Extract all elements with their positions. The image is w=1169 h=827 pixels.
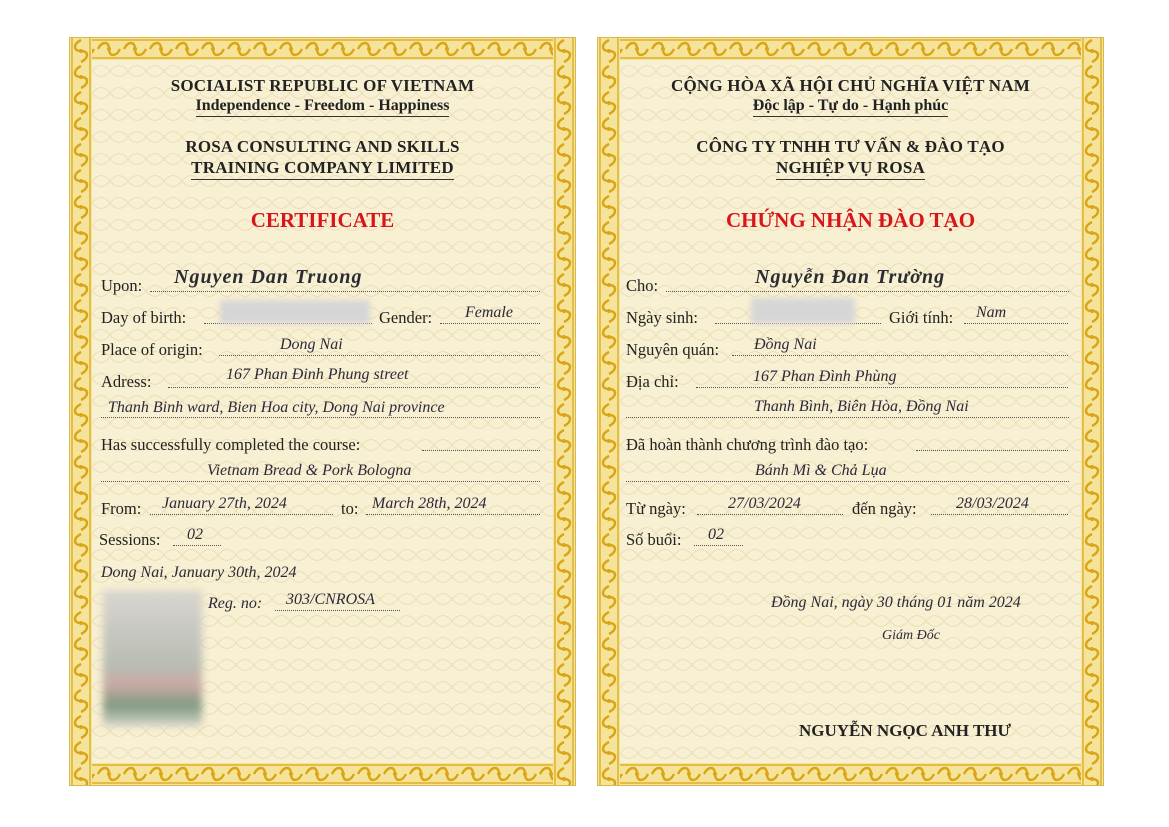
- gender-dots: [440, 322, 540, 324]
- certificate-english: [69, 37, 576, 786]
- origin-label: Place of origin:: [101, 340, 203, 359]
- director-name: NGUYỄN NGỌC ANH THƯ: [799, 721, 1012, 740]
- frame-border-top: [70, 38, 575, 60]
- dob-redacted: [220, 300, 370, 324]
- place-date: Đồng Nai, ngày 30 tháng 01 năm 2024: [771, 594, 1021, 611]
- company-name-line2-wrap: [620, 158, 1081, 180]
- completed-dots: [916, 449, 1068, 451]
- frame-border-right: [553, 38, 575, 785]
- to-date: March 28th, 2024: [372, 495, 487, 512]
- frame-border-top: [598, 38, 1103, 60]
- frame-border-bottom: [70, 763, 575, 785]
- frame-border-bottom: [598, 763, 1103, 785]
- course-value: Bánh Mì & Chả Lụa: [755, 462, 887, 479]
- origin-value: Đồng Nai: [754, 336, 817, 353]
- dob-redacted: [751, 298, 855, 324]
- origin-dots: [219, 354, 540, 356]
- recipient-name: Nguyễn Đan Trường: [755, 266, 946, 288]
- from-date: 27/03/2024: [728, 495, 801, 512]
- upon-dots: [666, 290, 1069, 292]
- motto: Độc lập - Tự do - Hạnh phúc: [753, 97, 949, 117]
- dob-label: Day of birth:: [101, 308, 187, 327]
- address-line-2: Thanh Bình, Biên Hòa, Đồng Nai: [754, 398, 969, 415]
- from-date: January 27th, 2024: [162, 495, 287, 512]
- sessions-dots: [173, 544, 221, 546]
- address-label: Địa chỉ:: [626, 372, 679, 391]
- company-name-line1: ROSA CONSULTING AND SKILLS: [185, 137, 460, 156]
- to-label: to:: [341, 499, 359, 518]
- country-heading: CỘNG HÒA XÃ HỘI CHỦ NGHĨA VIỆT NAM: [671, 76, 1030, 95]
- upon-dots: [150, 290, 540, 292]
- address-dots-2: [626, 416, 1069, 418]
- course-dots: [101, 480, 540, 482]
- frame-border-left: [598, 38, 620, 785]
- gender-value: Female: [465, 304, 513, 321]
- portrait-photo: [103, 590, 202, 726]
- certificate-title: CERTIFICATE: [250, 208, 395, 232]
- company-name-line2: NGHIỆP VỤ ROSA: [776, 158, 925, 180]
- certificate-title: CHỨNG NHẬN ĐÀO TẠO: [725, 208, 976, 232]
- dob-label: Ngày sinh:: [626, 308, 698, 327]
- from-label: From:: [101, 499, 142, 518]
- to-date: 28/03/2024: [956, 495, 1029, 512]
- sessions-label: Số buổi:: [626, 530, 682, 549]
- address-label: Adress:: [101, 372, 152, 391]
- certificate-vietnamese: [597, 37, 1104, 786]
- sessions-value: 02: [187, 526, 203, 543]
- completed-dots: [422, 449, 540, 451]
- sessions-label: Sessions:: [99, 530, 161, 549]
- upon-label: Upon:: [101, 276, 143, 295]
- gender-label: Gender:: [379, 308, 433, 327]
- address-dots-1: [168, 386, 540, 388]
- country-heading: SOCIALIST REPUBLIC OF VIETNAM: [170, 76, 475, 95]
- company-name-line1: CÔNG TY TNHH TƯ VẤN & ĐÀO TẠO: [696, 137, 1005, 156]
- origin-value: Dong Nai: [280, 336, 343, 353]
- gender-dots: [964, 322, 1068, 324]
- reg-dots: [275, 609, 400, 611]
- address-line-2: Thanh Binh ward, Bien Hoa city, Dong Nai province: [108, 399, 445, 416]
- reg-number: 303/CNROSA: [286, 591, 375, 608]
- course-value: Vietnam Bread & Pork Bologna: [207, 462, 412, 479]
- reg-label: Reg. no:: [208, 595, 263, 612]
- motto: Independence - Freedom - Happiness: [196, 97, 450, 117]
- origin-label: Nguyên quán:: [626, 340, 720, 359]
- from-label: Từ ngày:: [626, 499, 686, 518]
- sessions-dots: [694, 544, 743, 546]
- motto-wrap: [620, 97, 1081, 117]
- to-label: đến ngày:: [852, 499, 917, 518]
- director-title: Giám Đốc: [882, 628, 940, 643]
- upon-label: Cho:: [626, 276, 659, 295]
- address-line-1: 167 Phan Đinh Phung street: [226, 366, 409, 383]
- address-dots-1: [696, 386, 1068, 388]
- company-name-line2-wrap: [92, 158, 553, 180]
- gender-value: Nam: [976, 304, 1007, 321]
- recipient-name: Nguyen Dan Truong: [174, 266, 363, 288]
- course-dots: [626, 480, 1069, 482]
- frame-border-right: [1081, 38, 1103, 785]
- frame-border-left: [70, 38, 92, 785]
- completed-label: Has successfully completed the course:: [101, 435, 361, 454]
- from-dots: [697, 513, 843, 515]
- company-name-line2: TRAINING COMPANY LIMITED: [191, 158, 454, 180]
- address-line-1: 167 Phan Đình Phùng: [753, 368, 897, 385]
- sessions-value: 02: [708, 526, 724, 543]
- gender-label: Giới tính:: [889, 308, 954, 327]
- to-dots: [931, 513, 1068, 515]
- from-dots: [150, 513, 333, 515]
- origin-dots: [732, 354, 1068, 356]
- to-dots: [366, 513, 540, 515]
- place-date: Dong Nai, January 30th, 2024: [101, 564, 297, 581]
- completed-label: Đã hoàn thành chương trình đào tạo:: [626, 435, 869, 454]
- motto-wrap: [92, 97, 553, 117]
